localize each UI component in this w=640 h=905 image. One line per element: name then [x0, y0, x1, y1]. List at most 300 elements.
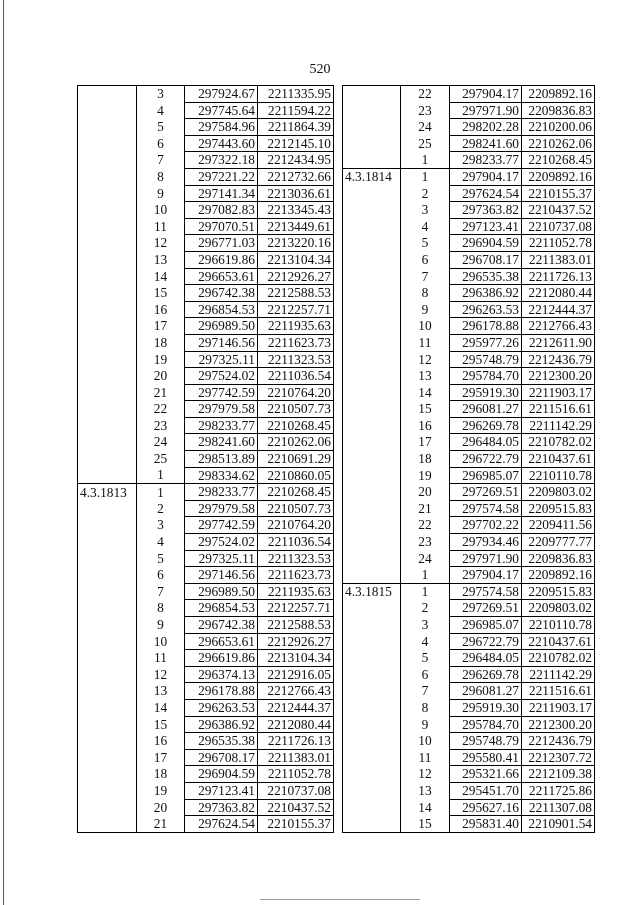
table-row — [343, 119, 595, 136]
table-row — [343, 152, 595, 169]
y-coordinate-cell: 2213104.34 — [258, 650, 334, 667]
point-number-cell: 17 — [418, 434, 432, 450]
point-number-cell: 8 — [421, 699, 429, 715]
y-coordinate-cell: 2212916.05 — [258, 666, 334, 683]
point-number-cell: 14 — [153, 268, 168, 284]
x-coordinate-cell: 295321.66 — [450, 766, 522, 783]
section-cell — [78, 135, 137, 152]
section-cell — [343, 799, 401, 816]
table-row — [78, 86, 334, 103]
table-row — [343, 799, 595, 816]
table-row — [343, 617, 595, 634]
section-cell — [343, 152, 401, 169]
table-row — [78, 285, 334, 302]
y-coordinate-cell: 2210782.02 — [522, 650, 595, 667]
y-coordinate-cell: 2212300.20 — [522, 716, 595, 733]
coordinates-table-left — [77, 85, 334, 833]
x-coordinate-cell: 297322.18 — [185, 152, 258, 169]
section-cell — [343, 102, 401, 119]
x-coordinate-cell: 296989.50 — [185, 318, 258, 335]
y-coordinate-cell: 2209411.56 — [522, 517, 595, 534]
table-row — [78, 749, 334, 766]
x-coordinate-cell: 298241.60 — [450, 135, 522, 152]
table-row — [78, 583, 334, 600]
y-coordinate-cell: 2210268.45 — [258, 417, 334, 434]
x-coordinate-cell: 297745.64 — [185, 102, 258, 119]
point-number-cell: 22 — [401, 86, 450, 103]
table-row — [343, 766, 595, 783]
section-cell — [343, 135, 401, 152]
x-coordinate-cell: 296081.27 — [450, 683, 522, 700]
x-coordinate-cell: 297146.56 — [185, 567, 258, 584]
table-row — [78, 550, 334, 567]
x-coordinate-cell: 296263.53 — [450, 301, 522, 318]
point-number-cell: 18 — [418, 451, 432, 467]
y-coordinate-cell: 2212588.53 — [258, 617, 334, 634]
table-row — [343, 600, 595, 617]
x-coordinate-cell: 295748.79 — [450, 733, 522, 750]
x-coordinate-cell: 296374.13 — [185, 666, 258, 683]
point-number-cell: 15 — [153, 285, 168, 301]
point-number-cell: 2 — [421, 600, 429, 616]
x-coordinate-cell: 296985.07 — [450, 467, 522, 484]
section-cell — [78, 550, 137, 567]
point-number-cell: 5 — [421, 650, 429, 666]
point-number-cell: 14 — [418, 384, 432, 400]
section-cell — [343, 218, 401, 235]
point-number-cell: 5 — [157, 550, 164, 566]
section-cell — [78, 799, 137, 816]
point-number-cell: 18 — [153, 334, 168, 350]
section-cell — [78, 368, 137, 385]
table-row — [343, 268, 595, 285]
point-number-cell: 23 — [418, 102, 432, 118]
x-coordinate-cell: 296484.05 — [450, 650, 522, 667]
x-coordinate-cell: 297574.58 — [450, 500, 522, 517]
point-number-cell: 3 — [421, 617, 429, 632]
x-coordinate-cell: 296722.79 — [450, 633, 522, 650]
section-cell — [78, 202, 137, 219]
point-number-cell: 1 — [421, 566, 429, 582]
point-number-cell: 16 — [153, 301, 168, 317]
y-coordinate-cell: 2211623.73 — [258, 334, 334, 351]
table-row — [78, 766, 334, 783]
table-row — [78, 434, 334, 451]
point-number-cell: 12 — [153, 235, 168, 251]
y-coordinate-cell: 2212436.79 — [522, 733, 595, 750]
y-coordinate-cell: 2213104.34 — [258, 251, 334, 268]
x-coordinate-cell: 296484.05 — [450, 434, 522, 451]
x-coordinate-cell: 298233.77 — [450, 152, 522, 169]
x-coordinate-cell: 297443.60 — [185, 135, 258, 152]
x-coordinate-cell: 297524.02 — [185, 368, 258, 385]
x-coordinate-cell: 296178.88 — [185, 683, 258, 700]
y-coordinate-cell: 2210268.45 — [258, 484, 334, 501]
y-coordinate-cell: 2210262.06 — [522, 135, 595, 152]
y-coordinate-cell: 2212307.72 — [522, 749, 595, 766]
x-coordinate-cell: 295784.70 — [450, 716, 522, 733]
y-coordinate-cell: 2210155.37 — [258, 816, 334, 833]
section-cell — [343, 534, 401, 551]
section-cell — [343, 251, 401, 268]
table-row — [78, 268, 334, 285]
x-coordinate-cell: 295784.70 — [450, 368, 522, 385]
section-cell — [343, 202, 401, 219]
x-coordinate-cell: 296263.53 — [185, 699, 258, 716]
table-row — [78, 417, 334, 434]
x-coordinate-cell: 296386.92 — [450, 285, 522, 302]
y-coordinate-cell: 2210437.52 — [522, 202, 595, 219]
x-coordinate-cell: 296178.88 — [450, 318, 522, 335]
point-number-cell: 8 — [157, 600, 164, 616]
y-coordinate-cell: 2212080.44 — [522, 285, 595, 302]
y-coordinate-cell: 2211052.78 — [522, 235, 595, 252]
point-number-cell: 25 — [418, 135, 432, 151]
table-row — [343, 699, 595, 716]
x-coordinate-cell: 297082.83 — [185, 202, 258, 219]
table-row — [78, 600, 334, 617]
y-coordinate-cell: 2209777.77 — [522, 534, 595, 551]
x-coordinate-cell: 297141.34 — [185, 185, 258, 202]
point-number-cell: 20 — [418, 484, 432, 500]
y-coordinate-cell: 2213345.43 — [258, 202, 334, 219]
y-coordinate-cell: 2212257.71 — [258, 600, 334, 617]
y-coordinate-cell: 2211516.61 — [522, 401, 595, 418]
y-coordinate-cell: 2211725.86 — [522, 782, 595, 799]
x-coordinate-cell: 296854.53 — [185, 600, 258, 617]
table-row — [343, 484, 595, 501]
y-coordinate-cell: 2212926.27 — [258, 633, 334, 650]
y-coordinate-cell: 2211935.63 — [258, 318, 334, 335]
y-coordinate-cell: 2209515.83 — [522, 500, 595, 517]
point-number-cell: 13 — [153, 683, 168, 699]
section-cell — [78, 716, 137, 733]
table-row — [343, 534, 595, 551]
point-number-cell: 7 — [157, 152, 164, 168]
x-coordinate-cell: 297979.58 — [185, 401, 258, 418]
table-row — [78, 318, 334, 335]
y-coordinate-cell: 2209892.16 — [522, 567, 595, 584]
x-coordinate-cell: 295748.79 — [450, 351, 522, 368]
x-coordinate-cell: 298241.60 — [185, 434, 258, 451]
y-coordinate-cell: 2210764.20 — [258, 384, 334, 401]
section-cell — [343, 401, 401, 418]
point-number-cell: 22 — [153, 401, 168, 417]
point-number-cell: 6 — [421, 666, 429, 682]
y-coordinate-cell: 2210262.06 — [258, 434, 334, 451]
y-coordinate-cell: 2212444.37 — [258, 699, 334, 716]
table-row — [78, 185, 334, 202]
x-coordinate-cell: 297742.59 — [185, 517, 258, 534]
y-coordinate-cell: 2212257.71 — [258, 301, 334, 318]
x-coordinate-cell: 297924.67 — [185, 86, 258, 103]
y-coordinate-cell: 2211307.08 — [522, 799, 595, 816]
section-cell — [78, 152, 137, 169]
y-coordinate-cell: 2210437.52 — [258, 799, 334, 816]
x-coordinate-cell: 297904.17 — [450, 86, 522, 103]
y-coordinate-cell: 2211052.78 — [258, 766, 334, 783]
x-coordinate-cell: 296742.38 — [185, 617, 258, 634]
table-row — [78, 135, 334, 152]
section-cell — [343, 500, 401, 517]
table-row — [343, 135, 595, 152]
point-number-cell: 2 — [157, 500, 164, 516]
point-number-cell: 14 — [418, 799, 432, 815]
section-cell — [78, 500, 137, 517]
x-coordinate-cell: 296904.59 — [450, 235, 522, 252]
table-row — [78, 716, 334, 733]
x-coordinate-cell: 297584.96 — [185, 119, 258, 136]
point-number-cell: 4 — [421, 633, 429, 649]
x-coordinate-cell: 298334.62 — [185, 467, 258, 484]
y-coordinate-cell: 2211383.01 — [522, 251, 595, 268]
table-row — [78, 451, 334, 468]
table-row — [343, 235, 595, 252]
section-cell — [343, 368, 401, 385]
point-number-cell: 21 — [153, 384, 168, 400]
section-cell — [343, 351, 401, 368]
table-row — [78, 617, 334, 634]
table-row — [78, 401, 334, 418]
table-row — [343, 434, 595, 451]
x-coordinate-cell: 297742.59 — [185, 384, 258, 401]
point-number-cell: 9 — [421, 301, 429, 317]
y-coordinate-cell: 2211036.54 — [258, 368, 334, 385]
y-coordinate-cell: 2211726.13 — [258, 733, 334, 750]
y-coordinate-cell: 2212926.27 — [258, 268, 334, 285]
table-row — [343, 683, 595, 700]
x-coordinate-cell: 295580.41 — [450, 749, 522, 766]
x-coordinate-cell: 296708.17 — [185, 749, 258, 766]
point-number-cell: 8 — [157, 168, 164, 184]
table-row — [78, 500, 334, 517]
section-cell — [78, 251, 137, 268]
y-coordinate-cell: 2211623.73 — [258, 567, 334, 584]
table-row — [343, 816, 595, 833]
section-cell — [78, 185, 137, 202]
x-coordinate-cell: 297146.56 — [185, 334, 258, 351]
y-coordinate-cell: 2211142.29 — [522, 417, 595, 434]
page-number: 520 — [309, 62, 331, 77]
x-coordinate-cell: 296653.61 — [185, 268, 258, 285]
x-coordinate-cell: 296771.03 — [185, 235, 258, 252]
x-coordinate-cell: 297524.02 — [185, 534, 258, 551]
x-coordinate-cell: 297325.11 — [185, 550, 258, 567]
section-cell — [343, 633, 401, 650]
table-row — [78, 799, 334, 816]
table-row — [78, 152, 334, 169]
x-coordinate-cell: 296619.86 — [185, 251, 258, 268]
point-number-cell: 15 — [153, 716, 168, 732]
table-row — [78, 633, 334, 650]
point-number-cell: 7 — [421, 268, 429, 284]
table-row — [343, 202, 595, 219]
x-coordinate-cell: 297702.22 — [450, 517, 522, 534]
table-row — [343, 417, 595, 434]
point-number-cell: 11 — [154, 650, 167, 666]
section-cell — [78, 451, 137, 468]
point-number-cell: 4 — [157, 534, 164, 550]
y-coordinate-cell: 2211726.13 — [522, 268, 595, 285]
section-cell — [78, 235, 137, 252]
point-number-cell: 12 — [418, 351, 432, 367]
x-coordinate-cell: 297624.54 — [185, 816, 258, 833]
y-coordinate-cell: 2211903.17 — [522, 384, 595, 401]
point-number-cell: 1 — [401, 168, 450, 185]
y-coordinate-cell: 2211036.54 — [258, 534, 334, 551]
y-coordinate-cell: 2212732.66 — [258, 168, 334, 185]
section-cell — [343, 434, 401, 451]
table-row — [78, 683, 334, 700]
point-number-cell: 25 — [153, 451, 168, 467]
table-row — [343, 318, 595, 335]
y-coordinate-cell: 2210507.73 — [258, 401, 334, 418]
section-cell — [343, 334, 401, 351]
x-coordinate-cell: 297363.82 — [450, 202, 522, 219]
table-row — [78, 699, 334, 716]
y-coordinate-cell: 2211323.53 — [258, 351, 334, 368]
section-cell: 4.3.1813 — [78, 484, 137, 501]
page-edge-bottom — [260, 899, 420, 900]
point-number-cell: 13 — [418, 782, 432, 798]
x-coordinate-cell: 297269.51 — [450, 484, 522, 501]
x-coordinate-cell: 296619.86 — [185, 650, 258, 667]
point-number-cell: 15 — [401, 816, 450, 833]
y-coordinate-cell: 2211903.17 — [522, 699, 595, 716]
y-coordinate-cell: 2210268.45 — [522, 152, 595, 169]
table-row — [78, 517, 334, 534]
table-row — [343, 86, 595, 103]
section-cell — [343, 699, 401, 716]
table-row — [78, 168, 334, 185]
y-coordinate-cell: 2210860.05 — [258, 467, 334, 484]
x-coordinate-cell: 296386.92 — [185, 716, 258, 733]
point-number-cell: 21 — [137, 816, 185, 833]
point-number-cell: 4 — [421, 218, 429, 234]
y-coordinate-cell: 2210507.73 — [258, 500, 334, 517]
y-coordinate-cell: 2210737.08 — [522, 218, 595, 235]
table-row — [343, 550, 595, 567]
section-cell — [343, 384, 401, 401]
y-coordinate-cell: 2210782.02 — [522, 434, 595, 451]
table-row — [343, 666, 595, 683]
section-cell — [343, 550, 401, 567]
table-row — [343, 749, 595, 766]
x-coordinate-cell: 295977.26 — [450, 334, 522, 351]
y-coordinate-cell: 2209836.83 — [522, 550, 595, 567]
y-coordinate-cell: 2210764.20 — [258, 517, 334, 534]
point-number-cell: 24 — [418, 119, 432, 135]
table-row — [343, 185, 595, 202]
section-cell — [343, 417, 401, 434]
point-number-cell: 10 — [153, 633, 168, 649]
table-row — [78, 650, 334, 667]
section-cell: 4.3.1815 — [343, 583, 401, 600]
x-coordinate-cell: 295627.16 — [450, 799, 522, 816]
x-coordinate-cell: 297221.22 — [185, 168, 258, 185]
section-cell — [343, 733, 401, 750]
point-number-cell: 6 — [157, 567, 164, 583]
point-number-cell: 19 — [153, 782, 168, 798]
section-cell — [78, 401, 137, 418]
section-cell — [78, 683, 137, 700]
table-row — [343, 733, 595, 750]
y-coordinate-cell: 2209836.83 — [522, 102, 595, 119]
y-coordinate-cell: 2211935.63 — [258, 583, 334, 600]
x-coordinate-cell: 298202.28 — [450, 119, 522, 136]
section-cell — [78, 301, 137, 318]
point-number-cell: 3 — [157, 517, 164, 533]
y-coordinate-cell: 2210110.78 — [522, 617, 595, 634]
y-coordinate-cell: 2210691.29 — [258, 451, 334, 468]
section-cell — [343, 467, 401, 484]
y-coordinate-cell: 2212300.20 — [522, 368, 595, 385]
table-row — [78, 484, 334, 501]
x-coordinate-cell: 296081.27 — [450, 401, 522, 418]
table-row — [343, 716, 595, 733]
section-cell — [78, 633, 137, 650]
point-number-cell: 6 — [157, 135, 164, 151]
table-row — [343, 517, 595, 534]
point-number-cell: 16 — [418, 417, 432, 433]
y-coordinate-cell: 2210737.08 — [258, 782, 334, 799]
table-row — [78, 102, 334, 119]
table-row — [78, 202, 334, 219]
table-row — [78, 534, 334, 551]
table-row — [78, 567, 334, 584]
y-coordinate-cell: 2209803.02 — [522, 600, 595, 617]
point-number-cell: 11 — [418, 749, 432, 765]
section-cell — [343, 86, 401, 103]
x-coordinate-cell: 297070.51 — [185, 218, 258, 235]
table-row — [343, 351, 595, 368]
y-coordinate-cell: 2211516.61 — [522, 683, 595, 700]
section-cell — [343, 451, 401, 468]
section-cell — [78, 119, 137, 136]
section-cell — [343, 285, 401, 302]
point-number-cell: 13 — [418, 368, 432, 384]
y-coordinate-cell: 2212611.90 — [522, 334, 595, 351]
x-coordinate-cell: 297904.17 — [450, 168, 522, 185]
y-coordinate-cell: 2213220.16 — [258, 235, 334, 252]
point-number-cell: 21 — [418, 500, 432, 516]
section-cell — [78, 384, 137, 401]
y-coordinate-cell: 2212434.95 — [258, 152, 334, 169]
section-cell — [343, 318, 401, 335]
point-number-cell: 15 — [418, 401, 432, 417]
point-number-cell: 9 — [157, 617, 164, 632]
point-number-cell: 23 — [153, 417, 168, 433]
point-number-cell: 1 — [157, 467, 164, 483]
section-cell — [78, 334, 137, 351]
point-number-cell: 1 — [137, 484, 185, 501]
x-coordinate-cell: 295919.30 — [450, 699, 522, 716]
y-coordinate-cell: 2211335.95 — [258, 86, 334, 103]
section-cell — [78, 617, 137, 634]
table-row — [343, 301, 595, 318]
point-number-cell: 7 — [421, 683, 429, 699]
point-number-cell: 9 — [421, 716, 429, 732]
x-coordinate-cell: 297624.54 — [450, 185, 522, 202]
point-number-cell: 17 — [153, 749, 168, 765]
y-coordinate-cell: 2210110.78 — [522, 467, 595, 484]
y-coordinate-cell: 2211323.53 — [258, 550, 334, 567]
y-coordinate-cell: 2212766.43 — [258, 683, 334, 700]
y-coordinate-cell: 2211594.22 — [258, 102, 334, 119]
point-number-cell: 24 — [153, 434, 168, 450]
x-coordinate-cell: 296269.78 — [450, 666, 522, 683]
y-coordinate-cell: 2212436.79 — [522, 351, 595, 368]
